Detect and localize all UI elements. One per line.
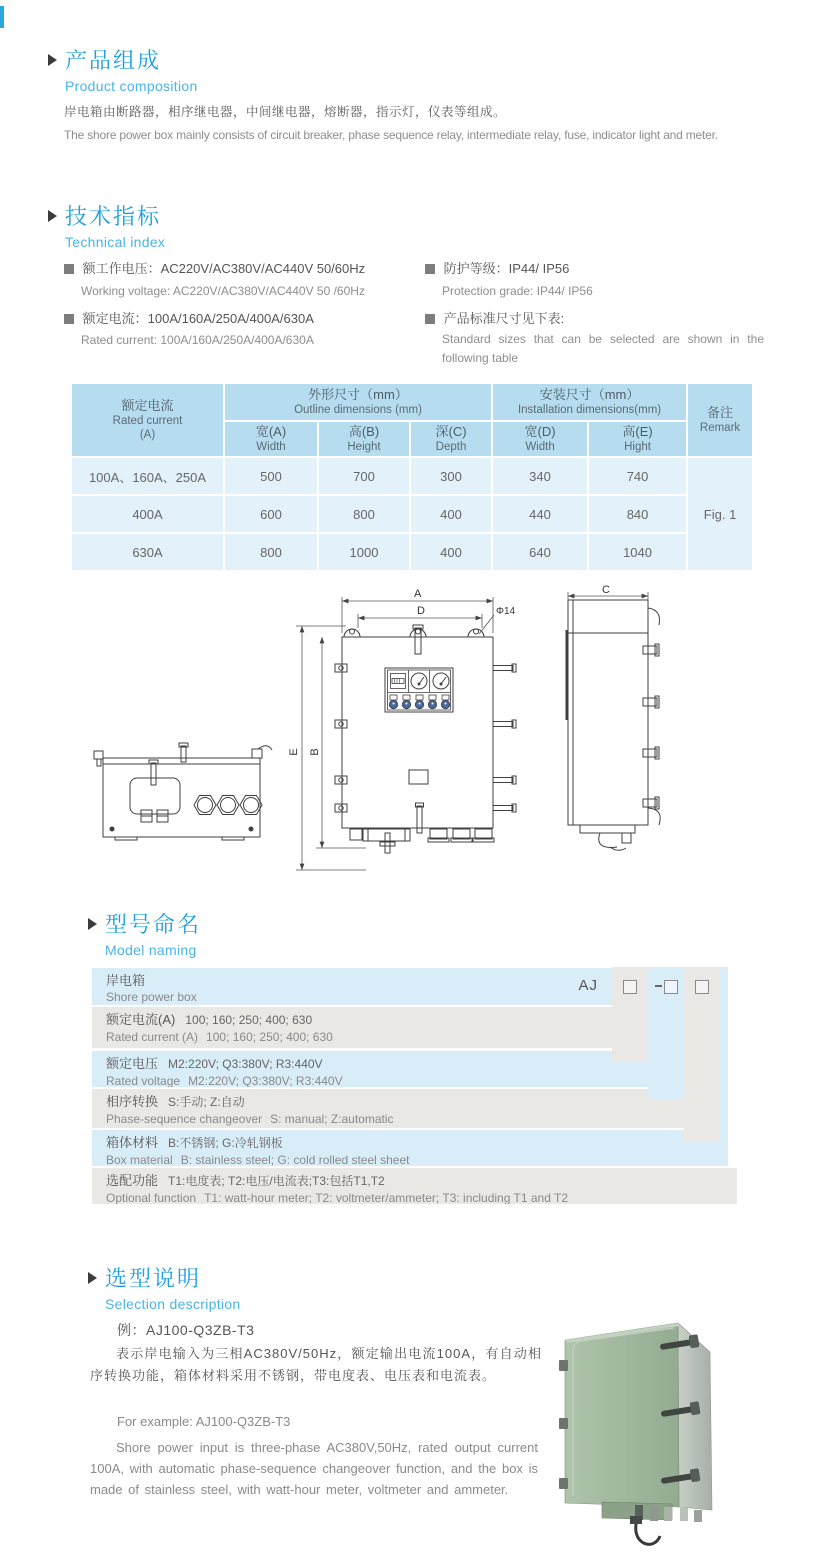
header-en: Height [347, 441, 381, 453]
cell-install-height: 840 [588, 495, 687, 533]
header-en: Width [256, 441, 286, 453]
section-title-en: Model naming [105, 942, 197, 958]
code-strip-voltage [648, 967, 684, 1100]
cell-depth: 300 [410, 457, 492, 495]
subheader-depth-c [410, 421, 492, 457]
header-cn: 深(C) [435, 424, 467, 439]
header-outline-dimensions [224, 383, 492, 421]
square-bullet-icon [425, 314, 435, 324]
header-cn: 备注 [707, 405, 734, 420]
naming-value-en: 100; 160; 250; 400; 630 [206, 1030, 333, 1044]
indicator-lamps [389, 695, 449, 709]
header-en: Remark [699, 422, 741, 434]
naming-row-phase-sequence [92, 1089, 719, 1128]
cell-width: 800 [224, 533, 318, 571]
header-en: Installation dimensions(mm) [517, 404, 662, 416]
naming-value-cn: S:手动; Z:自动 [168, 1095, 245, 1109]
section-title-cn: 选型说明 [105, 1266, 202, 1291]
header-cn: 宽(D) [524, 424, 556, 439]
square-bullet-icon [64, 264, 74, 274]
naming-label-cn: 额定电压 [106, 1056, 159, 1071]
code-strip-current [612, 967, 648, 1061]
spec-text: 额工作电压：AC220V/AC380V/AC440V 50/60Hz [82, 261, 366, 276]
section-title-en: Product composition [65, 78, 198, 94]
spec-text: 防护等级：IP44/ IP56 [443, 261, 570, 276]
naming-label-en: Rated voltage [106, 1074, 181, 1087]
technical-drawing [0, 580, 830, 880]
square-bullet-icon [64, 314, 74, 324]
header-rated-current [71, 383, 224, 457]
section-title-en: Selection description [105, 1296, 241, 1312]
header-cn: 额定电流 [121, 398, 174, 413]
product-photo [540, 1290, 820, 1568]
dim-label-e: E [288, 748, 300, 756]
drawing-side-view [567, 600, 661, 850]
spec-protection-grade-en: Protection grade: IP44/ IP56 [442, 284, 593, 298]
model-code-box [695, 980, 709, 994]
cell-depth: 400 [410, 495, 492, 533]
cell-current: 630A [71, 533, 224, 571]
cabinet-side-face [678, 1323, 712, 1510]
page-edge-tab [0, 6, 4, 28]
subheader-width-d [492, 421, 588, 457]
naming-value-en: S: manual; Z:automatic [270, 1112, 394, 1126]
drawing-front-view [335, 625, 516, 853]
code-strip-edge [719, 967, 728, 1166]
table-row [71, 495, 753, 533]
cell-install-width: 340 [492, 457, 588, 495]
header-cn: 外形尺寸（mm） [308, 387, 408, 402]
header-remark [687, 383, 753, 457]
naming-value-en: T1: watt-hour meter; T2: voltmeter/ammeter; T3: including T1 and T2 [204, 1191, 568, 1204]
cell-width: 500 [224, 457, 318, 495]
cell-install-width: 440 [492, 495, 588, 533]
naming-row-optional-function [92, 1168, 737, 1204]
header-en: Rated current [112, 415, 183, 427]
drawing-bottom-view [94, 743, 272, 840]
cell-install-height: 1040 [588, 533, 687, 571]
cell-install-width: 640 [492, 533, 588, 571]
section-arrow-icon [88, 918, 97, 930]
selection-example-cn: 例：AJ100-Q3ZB-T3 [117, 1322, 255, 1338]
header-en: Width [525, 441, 555, 453]
header-en: Hight [624, 441, 651, 453]
spec-text: 产品标准尺寸见下表: [443, 311, 565, 326]
subheader-height-e [588, 421, 687, 457]
header-en: Outline dimensions (mm) [294, 404, 422, 416]
header-cn: 高(B) [348, 424, 380, 439]
cell-depth: 400 [410, 533, 492, 571]
header-en: Depth [435, 441, 467, 453]
table-row [71, 457, 753, 495]
naming-value-cn: M2:220V; Q3:380V; R3:440V [168, 1057, 323, 1071]
section-technical-heading [48, 200, 165, 250]
naming-label-en: Shore power box [106, 990, 197, 1004]
section-arrow-icon [48, 210, 57, 222]
section-arrow-icon [48, 54, 57, 66]
section-title-en: Technical index [65, 234, 166, 250]
naming-value-cn: B:不锈钢; G:冷轧钢板 [168, 1136, 283, 1150]
naming-row-box-material [92, 1130, 728, 1166]
size-table [70, 382, 754, 572]
spec-working-voltage-en: Working voltage: AC220V/AC380V/AC440V 50 /60Hz [81, 284, 365, 298]
cell-width: 600 [224, 495, 318, 533]
cell-height: 800 [318, 495, 410, 533]
naming-value-en: M2:220V; Q3:380V; R3:440V [188, 1074, 343, 1087]
dim-label-b: B [309, 748, 321, 756]
header-unit: (A) [139, 429, 156, 441]
naming-label-cn: 额定电流(A) [106, 1012, 176, 1027]
section-title-cn: 技术指标 [65, 204, 162, 229]
square-bullet-icon [425, 264, 435, 274]
model-code-box [623, 980, 637, 994]
naming-label-cn: 岸电箱 [106, 973, 146, 988]
section-arrow-icon [88, 1272, 97, 1284]
cable-glands [602, 1502, 702, 1544]
dim-label-a: A [414, 588, 422, 600]
spec-working-voltage-cn [64, 258, 365, 277]
spec-rated-current-en: Rated current: 100A/160A/250A/400A/630A [81, 333, 314, 347]
selection-paragraph-en: Shore power input is three-phase AC380V,50Hz, rated output current 100A, with automatic phase-sequence changeover function, and the box is made of stainless steel, with watt-hour meter, voltmeter and ammeter. [90, 1440, 538, 1497]
naming-value-cn: T1:电度表; T2:电压/电流表;T3:包括T1,T2 [168, 1174, 385, 1188]
model-code-prefix: AJ [578, 977, 598, 994]
spec-standard-sizes-cn [425, 308, 564, 327]
model-code-box [664, 980, 678, 994]
section-composition-heading [48, 44, 198, 94]
dim-label-d: D [417, 605, 425, 617]
selection-example-en: For example: AJ100-Q3ZB-T3 [117, 1414, 291, 1429]
naming-label-en: Box material [106, 1153, 173, 1166]
naming-row-rated-current [92, 1007, 648, 1048]
naming-row-shore-power-box [92, 968, 612, 1005]
naming-label-cn: 相序转换 [106, 1094, 159, 1109]
cell-remark: Fig. 1 [687, 457, 753, 571]
code-strip-changeover [684, 967, 719, 1141]
spec-protection-grade-cn [425, 258, 569, 277]
header-cn: 安装尺寸（mm） [539, 387, 640, 402]
cell-height: 700 [318, 457, 410, 495]
section-naming-heading [88, 908, 201, 958]
section-selection-heading [88, 1262, 241, 1312]
naming-label-en: Rated current (A) [106, 1030, 199, 1044]
header-cn: 高(E) [622, 424, 653, 439]
naming-label-cn: 箱体材料 [106, 1135, 159, 1150]
naming-label-en: Phase-sequence changeover [106, 1112, 263, 1126]
table-row [71, 533, 753, 571]
naming-row-rated-voltage [92, 1051, 684, 1087]
section-title-cn: 产品组成 [65, 48, 162, 73]
cell-install-height: 740 [588, 457, 687, 495]
selection-paragraph-cn: 表示岸电输入为三相AC380V/50Hz，额定输出电流100A，有自动相序转换功能，箱体材料采用不锈钢，带电度表、电压表和电流表。 [90, 1346, 542, 1383]
composition-body-cn: 岸电箱由断路器，相序继电器，中间继电器，熔断器，指示灯，仪表等组成。 [64, 105, 507, 119]
header-cn: 宽(A) [255, 424, 287, 439]
code-dash [655, 985, 662, 987]
naming-value-en: B: stainless steel; G: cold rolled steel sheet [180, 1153, 410, 1166]
cell-current: 400A [71, 495, 224, 533]
spec-text: 额定电流：100A/160A/250A/400A/630A [82, 311, 314, 326]
spec-rated-current-cn [64, 308, 314, 327]
naming-label-en: Optional function [106, 1191, 197, 1204]
cell-current: 100A、160A、250A [71, 457, 224, 495]
header-installation-dimensions [492, 383, 687, 421]
subheader-height-b [318, 421, 410, 457]
section-title-cn: 型号命名 [105, 912, 202, 937]
naming-label-cn: 选配功能 [106, 1173, 159, 1188]
composition-body-en: The shore power box mainly consists of circuit breaker, phase sequence relay, intermediate relay, fuse, indicator light and meter. [64, 128, 718, 142]
spec-standard-sizes-en: Standard sizes that can be selected are shown in the following table [442, 332, 764, 365]
cell-height: 1000 [318, 533, 410, 571]
dim-label-c: C [602, 584, 610, 596]
hole-diameter-label: Φ14 [496, 606, 516, 617]
subheader-width-a [224, 421, 318, 457]
naming-value-cn: 100; 160; 250; 400; 630 [185, 1013, 313, 1027]
